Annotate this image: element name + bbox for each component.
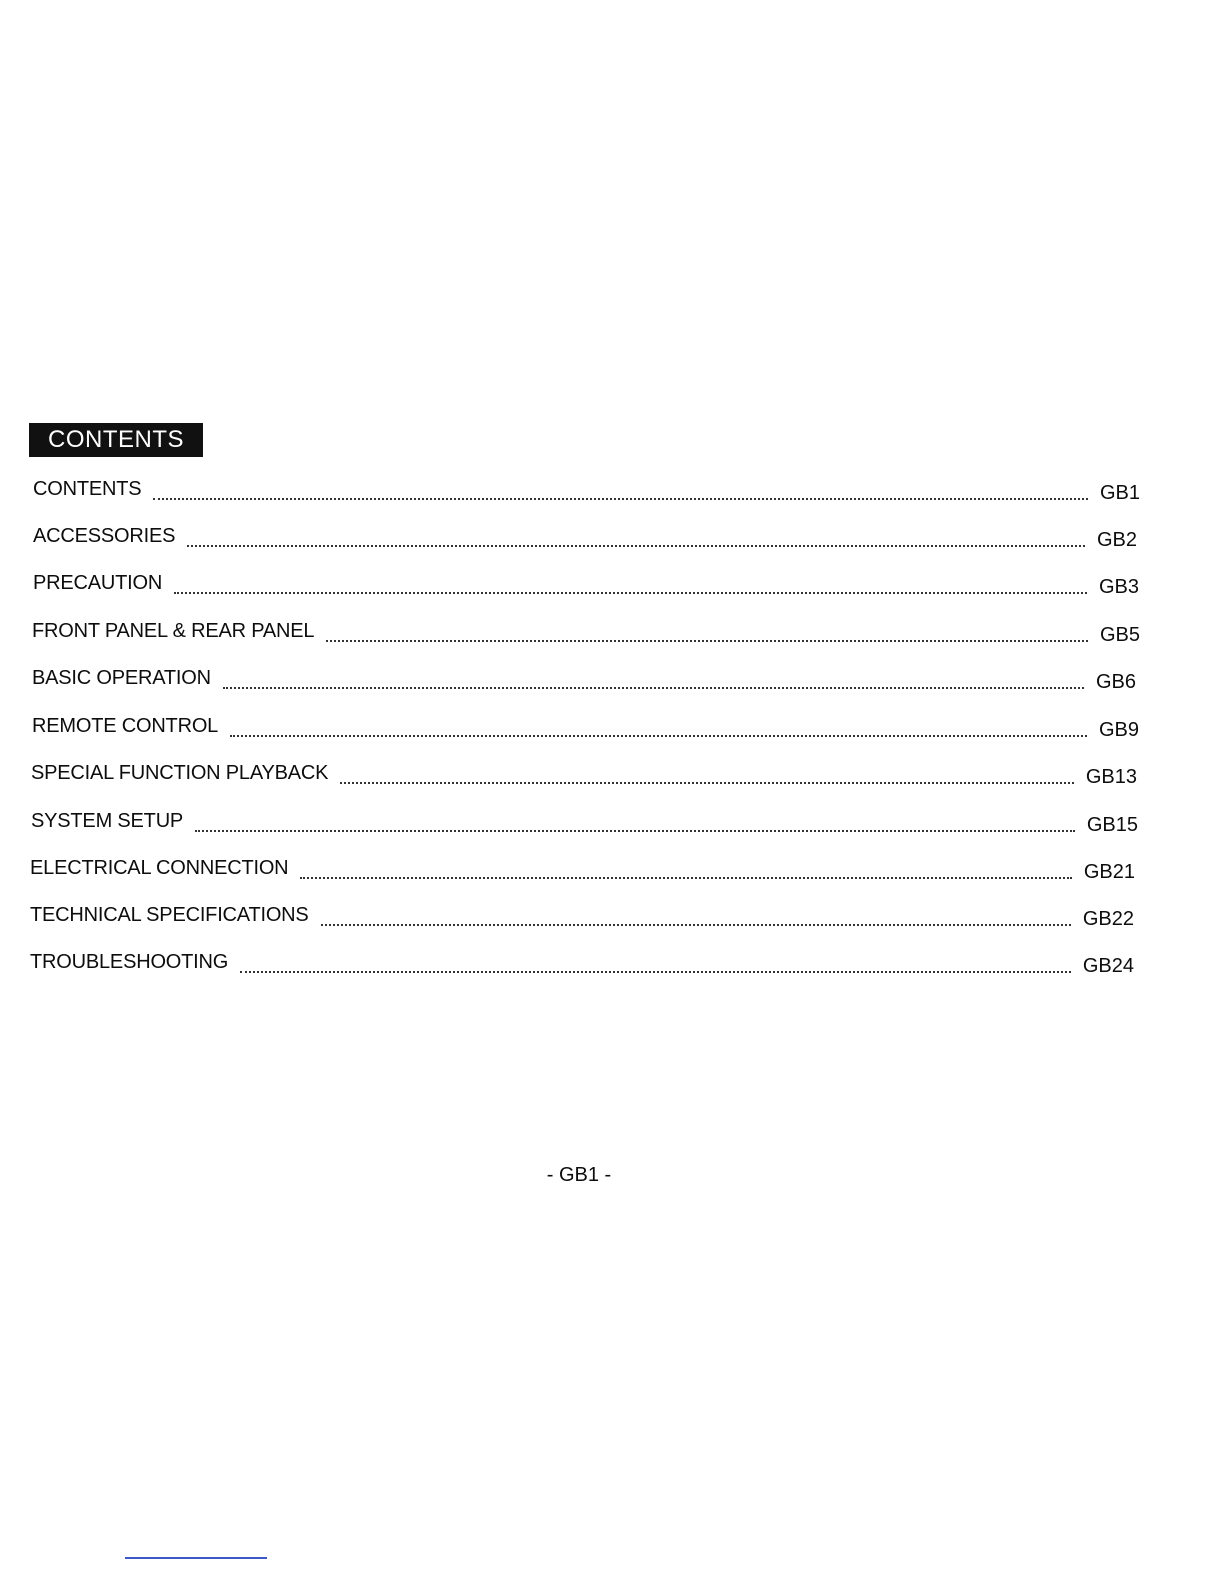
toc-entry-technical-specifications[interactable] xyxy=(30,904,1134,930)
toc-entry-page: GB13 xyxy=(1085,766,1137,788)
toc-entry-accessories[interactable] xyxy=(33,525,1137,551)
toc-entry-electrical-connection[interactable] xyxy=(30,857,1135,883)
toc-dot-leader xyxy=(300,876,1071,879)
toc-entry-page: GB9 xyxy=(1098,719,1139,741)
toc-entry-label: PRECAUTION xyxy=(33,572,163,594)
toc-entry-precaution[interactable] xyxy=(33,572,1139,598)
toc-entry-contents[interactable] xyxy=(33,478,1140,504)
toc-entry-label: SYSTEM SETUP xyxy=(31,810,184,832)
toc-entry-label: ELECTRICAL CONNECTION xyxy=(30,857,289,879)
toc-entry-page: GB2 xyxy=(1096,529,1137,551)
toc-entry-page: GB6 xyxy=(1095,671,1136,693)
toc-entry-page: GB21 xyxy=(1083,861,1135,883)
toc-entry-troubleshooting[interactable] xyxy=(30,951,1134,977)
toc-entry-label: ACCESSORIES xyxy=(33,525,176,547)
toc-entry-page: GB3 xyxy=(1098,576,1139,598)
toc-entry-page: GB1 xyxy=(1099,482,1140,504)
toc-entry-special-function-playback[interactable] xyxy=(31,762,1137,788)
toc-entry-label: TECHNICAL SPECIFICATIONS xyxy=(30,904,309,926)
toc-entry-front-rear-panel[interactable] xyxy=(32,620,1140,646)
toc-dot-leader xyxy=(230,734,1087,737)
toc-entry-label: REMOTE CONTROL xyxy=(32,715,219,737)
toc-entry-label: CONTENTS xyxy=(33,478,142,500)
toc-entry-page: GB24 xyxy=(1082,955,1134,977)
toc-dot-leader xyxy=(153,497,1088,500)
toc-entry-label: FRONT PANEL & REAR PANEL xyxy=(32,620,315,642)
toc-dot-leader xyxy=(240,970,1071,973)
contents-title: CONTENTS xyxy=(29,423,203,457)
toc-entry-label: SPECIAL FUNCTION PLAYBACK xyxy=(31,762,329,784)
page-number: - GB1 - xyxy=(546,1164,612,1186)
toc-entry-basic-operation[interactable] xyxy=(32,667,1136,693)
toc-entry-page: GB22 xyxy=(1082,908,1134,930)
toc-entry-page: GB15 xyxy=(1086,814,1138,836)
toc-dot-leader xyxy=(174,591,1087,594)
toc-dot-leader xyxy=(223,686,1084,689)
toc-dot-leader xyxy=(195,829,1075,832)
toc-entry-label: TROUBLESHOOTING xyxy=(30,951,229,973)
toc-entry-label: BASIC OPERATION xyxy=(32,667,211,689)
toc-dot-leader xyxy=(340,781,1074,784)
toc-dot-leader xyxy=(326,639,1088,642)
toc-entry-system-setup[interactable] xyxy=(31,810,1138,836)
bottom-rule-line xyxy=(125,1557,267,1559)
toc-dot-leader xyxy=(321,923,1071,926)
toc-entry-page: GB5 xyxy=(1099,624,1140,646)
toc-entry-remote-control[interactable] xyxy=(32,715,1139,741)
toc-dot-leader xyxy=(187,544,1085,547)
